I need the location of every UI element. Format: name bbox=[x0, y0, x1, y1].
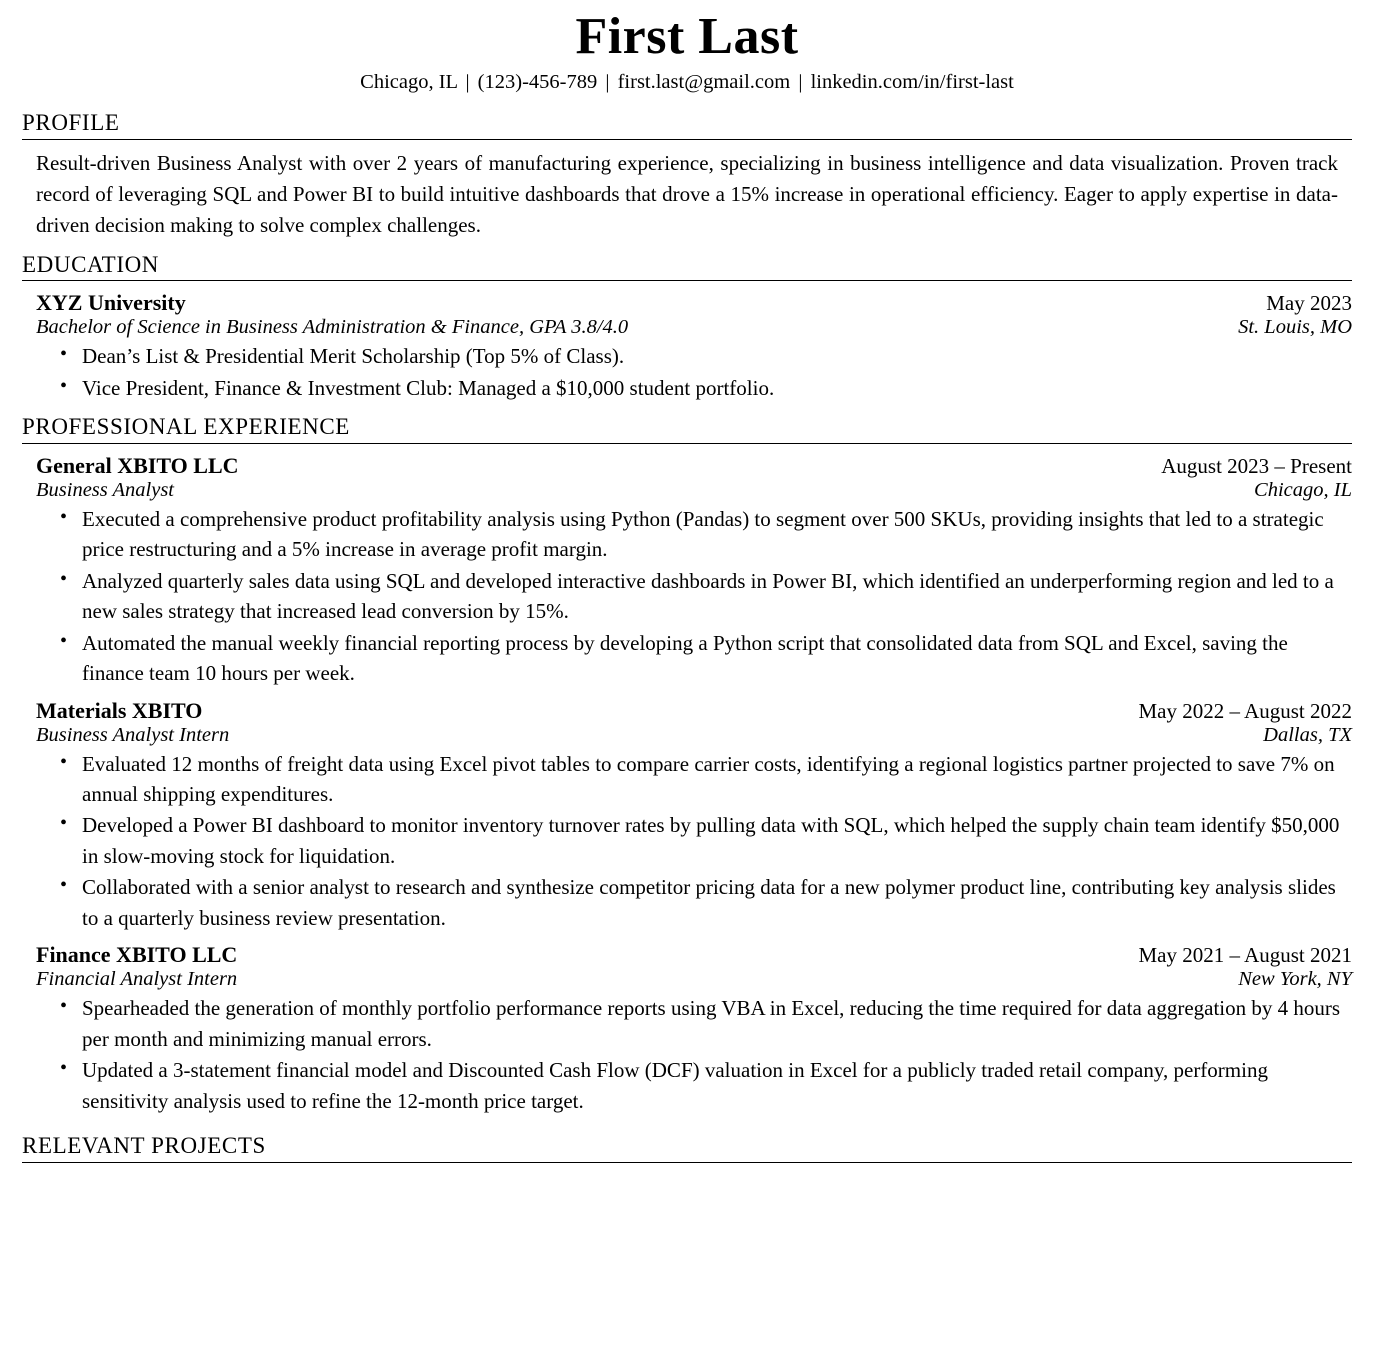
section-experience bbox=[22, 413, 1352, 1116]
education-entry-header bbox=[36, 290, 1352, 316]
education-entry-subheader bbox=[36, 316, 1352, 339]
list-item: • Evaluated 12 months of freight data using Excel pivot tables to compare carrier costs, identifying a regional logistics partner projected to save 7% on annual shipping expenditures. bbox=[80, 749, 1352, 810]
experience-location: Chicago, IL bbox=[1254, 478, 1352, 501]
experience-entry-subheader bbox=[36, 724, 1352, 747]
list-item: • Automated the manual weekly financial reporting process by developing a Python script that consolidated data from SQL and Excel, saving the finance team 10 hours per week. bbox=[80, 628, 1352, 689]
list-item: • Collaborated with a senior analyst to research and synthesize competitor pricing data for a new polymer product line, contributing key analysis slides to a quarterly business review presentation. bbox=[80, 872, 1352, 933]
list-item: • Executed a comprehensive product profitability analysis using Python (Pandas) to segment over 500 SKUs, providing insights that led to a strategic price restructuring and a 5% increase in average profit margin. bbox=[80, 504, 1352, 565]
section-title-education: EDUCATION bbox=[22, 251, 1352, 282]
contact-email[interactable]: first.last@gmail.com bbox=[617, 70, 791, 93]
experience-date: May 2022 – August 2022 bbox=[1138, 698, 1352, 723]
list-item: • Vice President, Finance & Investment Club: Managed a $10,000 student portfolio. bbox=[80, 373, 1352, 403]
experience-bullets bbox=[36, 993, 1352, 1116]
contact-line bbox=[22, 69, 1352, 96]
experience-date: August 2023 – Present bbox=[1161, 453, 1352, 478]
experience-company: General XBITO LLC bbox=[36, 452, 239, 478]
experience-location: Dallas, TX bbox=[1263, 723, 1352, 746]
list-item: • Dean’s List & Presidential Merit Scholarship (Top 5% of Class). bbox=[80, 341, 1352, 371]
education-entry bbox=[36, 290, 1352, 403]
experience-company: Materials XBITO bbox=[36, 697, 203, 723]
contact-separator: | bbox=[798, 70, 803, 93]
experience-entry-subheader bbox=[36, 479, 1352, 502]
section-education bbox=[22, 251, 1352, 404]
education-degree: Bachelor of Science in Business Administration & Finance, GPA 3.8/4.0 bbox=[36, 316, 629, 339]
contact-location: Chicago, IL bbox=[360, 70, 458, 93]
education-org: XYZ University bbox=[36, 290, 186, 316]
experience-entry-header bbox=[36, 698, 1352, 724]
experience-role: Business Analyst bbox=[36, 478, 174, 501]
education-location: St. Louis, MO bbox=[1238, 316, 1352, 339]
experience-company: Finance XBITO LLC bbox=[36, 942, 238, 968]
experience-entry-header bbox=[36, 453, 1352, 479]
list-item: • Developed a Power BI dashboard to monitor inventory turnover rates by pulling data with SQL, which helped the supply chain team identify $50,000 in slow-moving stock for liquidation. bbox=[80, 810, 1352, 871]
resume-header bbox=[22, 10, 1352, 95]
section-projects bbox=[22, 1132, 1352, 1163]
section-title-experience: PROFESSIONAL EXPERIENCE bbox=[22, 413, 1352, 444]
contact-linkedin[interactable]: linkedin.com/in/first-last bbox=[810, 70, 1014, 93]
profile-text: Result-driven Business Analyst with over 2 years of manufacturing experience, specializing in business intelligence and data visualization. Proven track record of leveraging SQL and Power BI to build intuitive dashboards that drove a 15% increase in operational efficiency. Eager to apply expertise in data-driven decision making to solve complex challenges. bbox=[36, 150, 1338, 237]
experience-bullets bbox=[36, 504, 1352, 689]
list-item: • Updated a 3-statement financial model and Discounted Cash Flow (DCF) valuation in Excel for a publicly traded retail company, performing sensitivity analysis used to refine the 12-month price target. bbox=[80, 1055, 1352, 1116]
contact-phone: (123)-456-789 bbox=[477, 70, 598, 93]
contact-separator: | bbox=[605, 70, 610, 93]
experience-location: New York, NY bbox=[1238, 968, 1352, 991]
section-title-projects: RELEVANT PROJECTS bbox=[22, 1132, 1352, 1163]
experience-entry bbox=[36, 453, 1352, 689]
section-profile bbox=[22, 109, 1352, 240]
experience-role: Business Analyst Intern bbox=[36, 723, 230, 746]
section-title-profile: PROFILE bbox=[22, 109, 1352, 140]
contact-separator: | bbox=[465, 70, 470, 93]
experience-bullets bbox=[36, 749, 1352, 934]
list-item: • Spearheaded the generation of monthly portfolio performance reports using VBA in Excel, reducing the time required for data aggregation by 4 hours per month and minimizing manual errors. bbox=[80, 993, 1352, 1054]
experience-entry-header bbox=[36, 942, 1352, 968]
experience-entry bbox=[36, 698, 1352, 934]
education-date: May 2023 bbox=[1266, 291, 1352, 316]
education-bullets bbox=[36, 341, 1352, 403]
experience-entry-subheader bbox=[36, 968, 1352, 991]
page-title: First Last bbox=[575, 8, 799, 65]
experience-entry bbox=[36, 942, 1352, 1116]
experience-date: May 2021 – August 2021 bbox=[1138, 943, 1352, 968]
experience-role: Financial Analyst Intern bbox=[36, 968, 238, 991]
list-item: • Analyzed quarterly sales data using SQL and developed interactive dashboards in Power BI, which identified an underperforming region and led to a new sales strategy that increased lead conversion by 15%. bbox=[80, 566, 1352, 627]
